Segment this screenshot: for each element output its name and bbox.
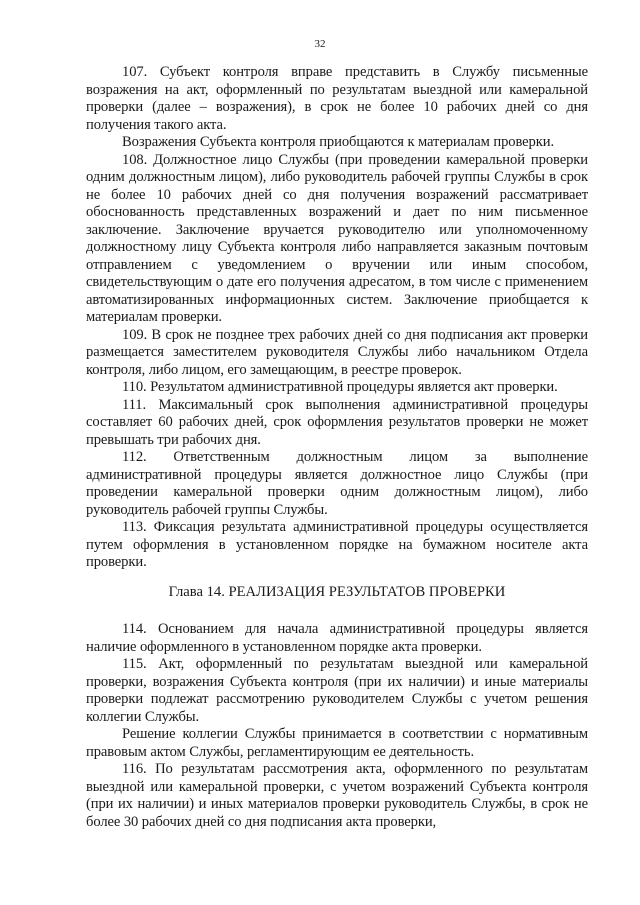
paragraph-108: 108. Должностное лицо Службы (при проведении камеральной проверки одним должностным лицом), либо руководитель рабочей группы Службы в срок не более 10 рабочих дней со дня получения возражений рассматривает обоснованность представленных возражений и дает по ним письменное заключение. Заключение вручается руководителю или уполномоченному должностному лицу Субъекта контроля либо направляется заказным почтовым отправлением с уведомлением о вручении или иным способом, свидетельствующим о дате его получения адресатом, в том числе с применением автоматизированных информационных систем. Заключение приобщается к материалам проверки. bbox=[86, 151, 588, 325]
paragraph-115: 115. Акт, оформленный по результатам выездной или камеральной проверки, возражения Субъекта контроля (при их наличии) и иные материалы проверки подлежат рассмотрению руководителем Службы с учетом решения коллегии Службы. bbox=[86, 656, 588, 725]
paragraph-112: 112. Ответственным должностным лицом за выполнение административной процедуры является должностное лицо Службы (при проведении камеральной проверки одним должностным лицом), либо руководитель рабочей группы Службы. bbox=[86, 449, 588, 518]
chapter-heading: Глава 14. РЕАЛИЗАЦИЯ РЕЗУЛЬТАТОВ ПРОВЕРКИ bbox=[168, 583, 506, 600]
paragraph-116: 116. По результатам рассмотрения акта, оформленного по результатам выездной или камеральной проверки, с учетом возражений Субъекта контроля (при их наличии) и иных материалов проверки руководитель Службы, в срок не более 30 рабочих дней со дня подписания акта проверки, bbox=[86, 761, 588, 830]
paragraph-110: 110. Результатом административной процедуры является акт проверки. bbox=[122, 379, 558, 395]
paragraph-113: 113. Фиксация результата административной процедуры осуществляется путем оформления в установленном порядке на бумажном носителе акта проверки. bbox=[86, 519, 588, 570]
document-body bbox=[86, 64, 588, 831]
page-number: 32 bbox=[314, 38, 326, 50]
paragraph-107: 107. Субъект контроля вправе представить в Службу письменные возражения на акт, оформленный по результатам выездной или камеральной проверки (далее – возражения), в срок не более 10 рабочих дней со дня получения такого акта. bbox=[86, 64, 588, 133]
paragraph-objections-note: Возражения Субъекта контроля приобщаются к материалам проверки. bbox=[122, 134, 554, 150]
paragraph-board-decision: Решение коллегии Службы принимается в соответствии с нормативным правовым актом Службы, регламентирующим ее деятельность. bbox=[86, 726, 588, 760]
paragraph-111: 111. Максимальный срок выполнения административной процедуры составляет 60 рабочих дней, срок оформления результатов проверки не может превышать три рабочих дня. bbox=[86, 396, 588, 448]
paragraph-114: 114. Основанием для начала административной процедуры является наличие оформленного в установленном порядке акта проверки. bbox=[86, 621, 588, 655]
paragraph-109: 109. В срок не позднее трех рабочих дней со дня подписания акт проверки размещается заместителем руководителя Службы либо начальником Отдела контроля, либо лицом, его замещающим, в реестре проверок. bbox=[86, 326, 588, 378]
